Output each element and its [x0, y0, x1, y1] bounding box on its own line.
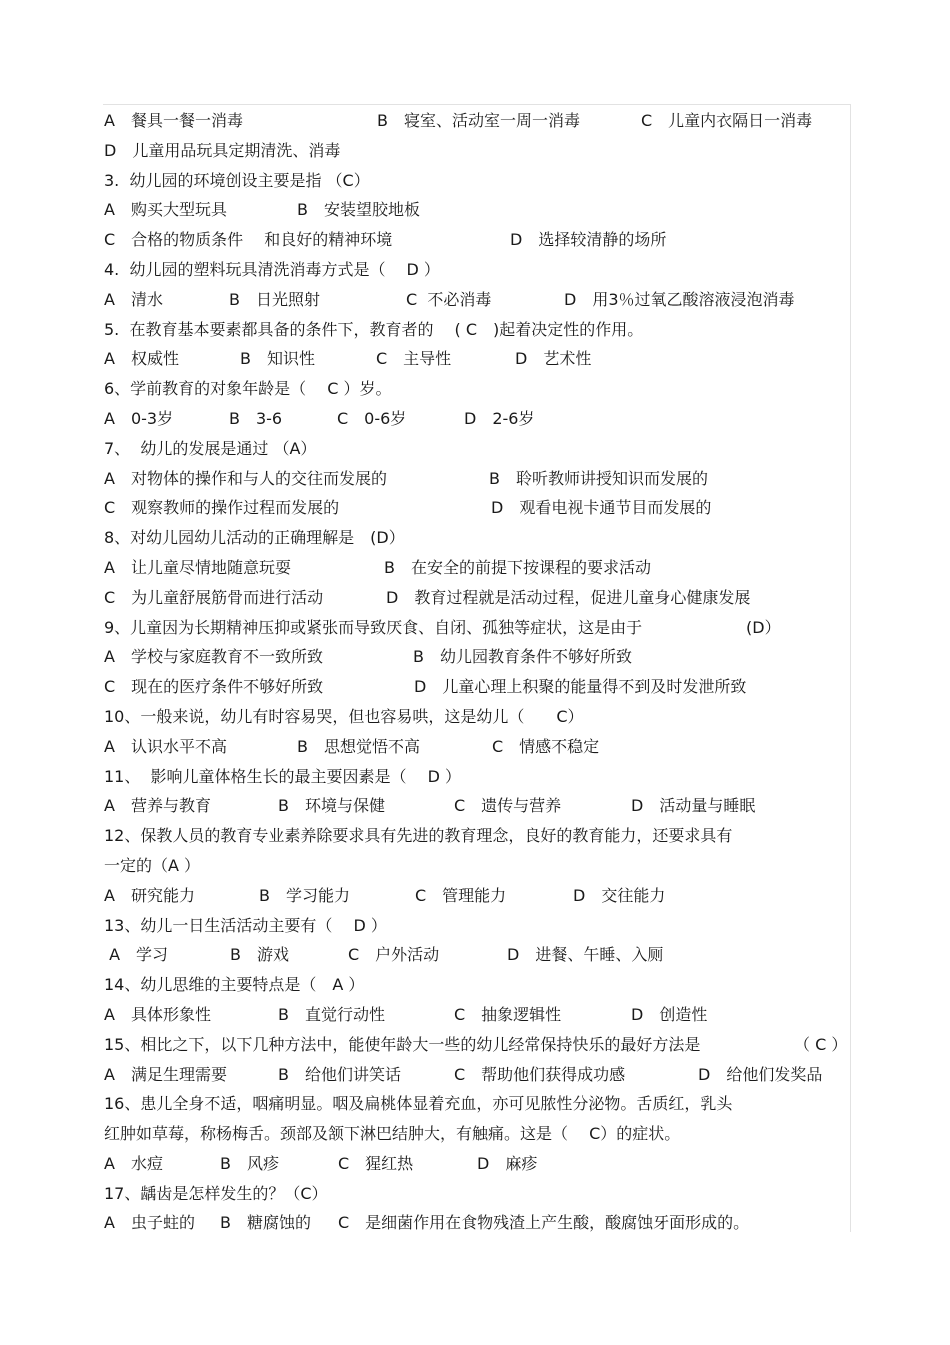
text-line — [104, 136, 854, 166]
option-d: D 2-6岁 — [464, 408, 535, 428]
option-a: A 研究能力 — [104, 885, 195, 905]
option-d: D 交往能力 — [573, 885, 666, 905]
option-c: C 为儿童舒展筋骨而进行活动 — [104, 587, 324, 607]
option-a: A 0-3岁 — [104, 408, 174, 428]
question-line — [104, 1179, 854, 1209]
option-b: B 3-6 — [229, 408, 283, 428]
question-text: 17、龋齿是怎样发生的？（C） — [104, 1183, 328, 1203]
text-line — [104, 881, 854, 911]
option-a: A 营养与教育 — [104, 796, 211, 816]
option-a: A 让儿童尽情地随意玩耍 — [104, 557, 291, 577]
option-a: A 认识水平不高 — [104, 736, 227, 756]
option-a: A 对物体的操作和与人的交往而发展的 — [104, 468, 387, 488]
question-line — [104, 434, 854, 464]
option-a: A 满足生理需要 — [104, 1064, 227, 1084]
text-line — [104, 344, 854, 374]
text-line — [104, 1060, 854, 1090]
text-line — [104, 553, 854, 583]
option-b: B 给他们讲笑话 — [278, 1064, 401, 1084]
question-text: 5. 在教育基本要素都具备的条件下，教育者的 ( C )起着决定性的作用。 — [104, 319, 644, 339]
question-line — [104, 255, 854, 285]
option-d: D 教育过程就是活动过程，促进儿童身心健康发展 — [386, 587, 751, 607]
question-line — [104, 613, 854, 643]
option-c: C 遗传与营养 — [454, 796, 562, 816]
option-a: A 清水 — [104, 289, 163, 309]
option-b: B 日光照射 — [229, 289, 320, 309]
option-d: D 用3％过氧乙酸溶液浸泡消毒 — [564, 289, 795, 309]
option-d: D 观看电视卡通节目而发展的 — [491, 498, 712, 518]
option-a: A 学校与家庭教育不一致所致 — [104, 647, 323, 667]
option-d: D 艺术性 — [515, 349, 592, 369]
question-text: 10、一般来说，幼儿有时容易哭，但也容易哄，这是幼儿（ C） — [104, 706, 584, 726]
option-d: D 给他们发奖品 — [698, 1064, 823, 1084]
option-a: A 虫子蛀的 — [104, 1213, 195, 1233]
text-line — [104, 791, 854, 821]
question-line — [104, 374, 854, 404]
text-line — [104, 1208, 854, 1238]
option-c: C 不必消毒 — [406, 289, 492, 309]
text-line — [104, 493, 854, 523]
question-text: 12、保教人员的教育专业素养除要求具有先进的教育理念，良好的教育能力，还要求具有 — [104, 826, 733, 846]
option-d: D 儿童心理上积聚的能量得不到及时发泄所致 — [414, 677, 747, 697]
option-c: C 是细菌作用在食物残渣上产生酸，酸腐蚀牙面形成的。 — [338, 1213, 750, 1233]
option-c: C 猩红热 — [338, 1153, 414, 1173]
question-list — [104, 106, 854, 1238]
option-b: B 直觉行动性 — [278, 1004, 385, 1024]
option-c: C 户外活动 — [348, 945, 440, 965]
question-line — [104, 523, 854, 553]
question-text: 16、患儿全身不适，咽痛明显。咽及扁桃体显着充血，亦可见脓性分泌物。舌质红，乳头 — [104, 1094, 733, 1114]
question-text: 一定的（A ） — [104, 855, 201, 875]
option-c: C 情感不稳定 — [492, 736, 600, 756]
option-a: A 具体形象性 — [104, 1004, 211, 1024]
option-d: D 活动量与睡眠 — [631, 796, 756, 816]
option-b: B 聆听教师讲授知识而发展的 — [489, 468, 708, 488]
option-c: C 管理能力 — [415, 885, 507, 905]
option-b: B 环境与保健 — [278, 796, 385, 816]
question-line — [104, 821, 854, 851]
option-d: D 麻疹 — [477, 1153, 538, 1173]
option-b: B 游戏 — [230, 945, 289, 965]
question-line — [104, 762, 854, 792]
text-line — [104, 940, 854, 970]
option-b: B 寝室、活动室一周一消毒 — [377, 111, 580, 130]
question-text: 13、幼儿一日生活活动主要有（ D ） — [104, 915, 387, 935]
question-text: 7、 幼儿的发展是通过 （A） — [104, 438, 317, 458]
question-line — [104, 970, 854, 1000]
option-c: C 主导性 — [376, 349, 452, 369]
question-text: 15、相比之下，以下几种方法中，能使年龄大一些的幼儿经常保持快乐的最好方法是 — [104, 1034, 701, 1054]
text-line — [104, 1000, 854, 1030]
option-b: B 知识性 — [240, 349, 315, 369]
text-line — [104, 1149, 854, 1179]
question-line — [104, 166, 854, 196]
text-line — [104, 225, 854, 255]
option-a: A 学习 — [104, 945, 169, 965]
text-line — [104, 464, 854, 494]
question-line — [104, 702, 854, 732]
option-d: D 儿童用品玩具定期清洗、消毒 — [104, 140, 341, 160]
text-line — [104, 106, 854, 136]
text-line — [104, 285, 854, 315]
text-line — [104, 732, 854, 762]
question-text: 9、儿童因为长期精神压抑或紧张而导致厌食、自闭、孤独等症状，这是由于 — [104, 617, 643, 637]
answer-text: （ C ） — [794, 1034, 848, 1054]
option-c: C 观察教师的操作过程而发展的 — [104, 498, 340, 518]
question-text: 8、对幼儿园幼儿活动的正确理解是 (D） — [104, 528, 405, 548]
question-text: 11、 影响儿童体格生长的最主要因素是（ D ） — [104, 766, 462, 786]
text-line — [104, 672, 854, 702]
option-c: C 现在的医疗条件不够好所致 — [104, 677, 324, 697]
option-b: B 在安全的前提下按课程的要求活动 — [384, 557, 651, 577]
option-c: C 儿童内衣隔日一消毒 — [641, 111, 813, 130]
question-text: 3. 幼儿园的环境创设主要是指 （C） — [104, 170, 370, 190]
question-text: 6、学前教育的对象年龄是（ C ）岁。 — [104, 379, 392, 399]
option-b: B 幼儿园教育条件不够好所致 — [413, 647, 632, 667]
question-line — [104, 315, 854, 345]
option-c: C 抽象逻辑性 — [454, 1004, 562, 1024]
option-b: B 思想觉悟不高 — [297, 736, 420, 756]
option-d: D 进餐、午睡、入厕 — [507, 945, 664, 965]
question-line — [104, 1030, 854, 1060]
question-text: 4. 幼儿园的塑料玩具清洗消毒方式是（ D ） — [104, 259, 440, 279]
text-line — [104, 404, 854, 434]
question-text: 14、幼儿思维的主要特点是（ A ） — [104, 975, 365, 995]
question-line — [104, 911, 854, 941]
option-b: B 糖腐蚀的 — [220, 1213, 311, 1233]
question-text: 红肿如草莓，称杨梅舌。颈部及颔下淋巴结肿大，有触痛。这是（ C）的症状。 — [104, 1124, 681, 1144]
option-b: B 安装望胶地板 — [297, 200, 420, 220]
option-c: C 合格的物质条件 和良好的精神环境 — [104, 230, 393, 250]
option-c: C 帮助他们获得成功感 — [454, 1064, 626, 1084]
question-line — [104, 1089, 854, 1119]
option-a: A 权威性 — [104, 349, 179, 369]
option-d: D 创造性 — [631, 1004, 708, 1024]
question-line — [104, 1119, 854, 1149]
option-b: B 学习能力 — [259, 885, 350, 905]
answer-text: (D） — [746, 617, 781, 637]
option-b: B 风疹 — [220, 1153, 279, 1173]
question-line — [104, 851, 854, 881]
text-line — [104, 195, 854, 225]
option-c: C 0-6岁 — [337, 408, 407, 428]
option-a: A 餐具一餐一消毒 — [104, 111, 243, 130]
text-line — [104, 583, 854, 613]
option-d: D 选择较清静的场所 — [510, 230, 667, 250]
text-line — [104, 642, 854, 672]
option-a: A 购买大型玩具 — [104, 200, 227, 220]
option-a: A 水痘 — [104, 1153, 163, 1173]
